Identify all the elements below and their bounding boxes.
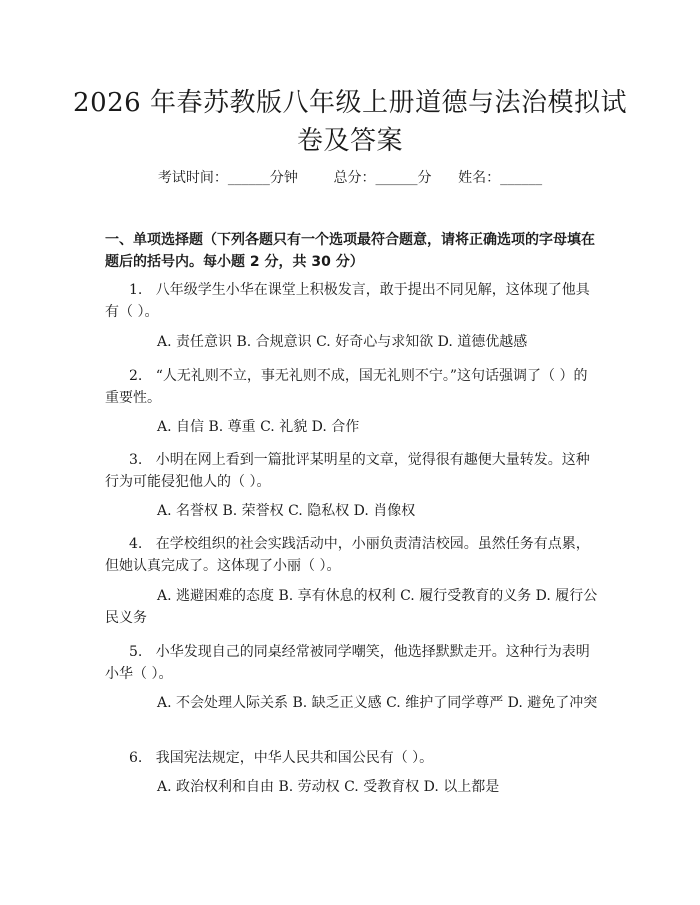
exam-time-label: 考试时间： xyxy=(157,170,228,186)
question-number: 4. xyxy=(129,536,143,552)
question-5 xyxy=(105,641,600,685)
question-number: 2. xyxy=(129,368,143,384)
question-text: 小明在网上看到一篇批评某明星的文章，觉得很有趣便大量转发。这种行为可能侵犯他人的（ ）。 xyxy=(105,452,590,490)
question-2 xyxy=(105,365,600,409)
exam-time-blank: ______ xyxy=(227,170,270,186)
section-heading: 一、单项选择题（下列各题只有一个选项最符合题意，请将正确选项的字母填在题后的括号内。每小题 2 分，共 30 分） xyxy=(105,232,595,270)
name-label: 姓名： xyxy=(458,170,501,186)
question-text: 小华发现自己的同桌经常被同学嘲笑，他选择默默走开。这种行为表明小华（ ）。 xyxy=(105,644,590,682)
question-text: 八年级学生小华在课堂上积极发言，敢于提出不同见解，这体现了他具有（ ）。 xyxy=(105,282,590,320)
question-number: 5. xyxy=(129,644,143,660)
question-4-options: A. 逃避困难的态度 B. 享有休息的权利 C. 履行受教育的义务 D. 履行公民义务 xyxy=(105,588,598,626)
question-number: 3. xyxy=(129,452,143,468)
question-4 xyxy=(105,533,600,577)
name-blank: ______ xyxy=(500,170,543,186)
question-2-options: A. 自信 B. 尊重 C. 礼貌 D. 合作 xyxy=(157,419,360,435)
question-6-options: A. 政治权利和自由 B. 劳动权 C. 受教育权 D. 以上都是 xyxy=(157,779,500,795)
total-score-unit: 分 xyxy=(417,170,432,186)
question-text: 在学校组织的社会实践活动中，小丽负责清洁校园。虽然任务有点累，但她认真完成了。这体现了小丽（ ）。 xyxy=(105,536,590,574)
question-3 xyxy=(105,449,600,493)
question-number: 1. xyxy=(129,282,143,298)
question-text: “人无礼则不立，事无礼则不成，国无礼则不宁。”这句话强调了（ ）的重要性。 xyxy=(105,368,588,406)
question-text: 我国宪法规定，中华人民共和国公民有（ ）。 xyxy=(155,750,434,766)
document-title: 2026 年春苏教版八年级上册道德与法治模拟试卷及答案 xyxy=(73,88,627,156)
question-1-options: A. 责任意识 B. 合规意识 C. 好奇心与求知欲 D. 道德优越感 xyxy=(157,334,528,350)
exam-info-line xyxy=(0,168,700,188)
total-score-blank: ______ xyxy=(375,170,418,186)
total-score-label: 总分： xyxy=(333,170,376,186)
question-number: 6. xyxy=(129,750,143,766)
question-3-options: A. 名誉权 B. 荣誉权 C. 隐私权 D. 肖像权 xyxy=(157,503,416,519)
exam-time-unit: 分钟 xyxy=(269,170,298,186)
question-5-options: A. 不会处理人际关系 B. 缺乏正义感 C. 维护了同学尊严 D. 避免了冲突 xyxy=(157,695,598,711)
question-1 xyxy=(105,279,600,323)
question-6 xyxy=(105,747,600,769)
